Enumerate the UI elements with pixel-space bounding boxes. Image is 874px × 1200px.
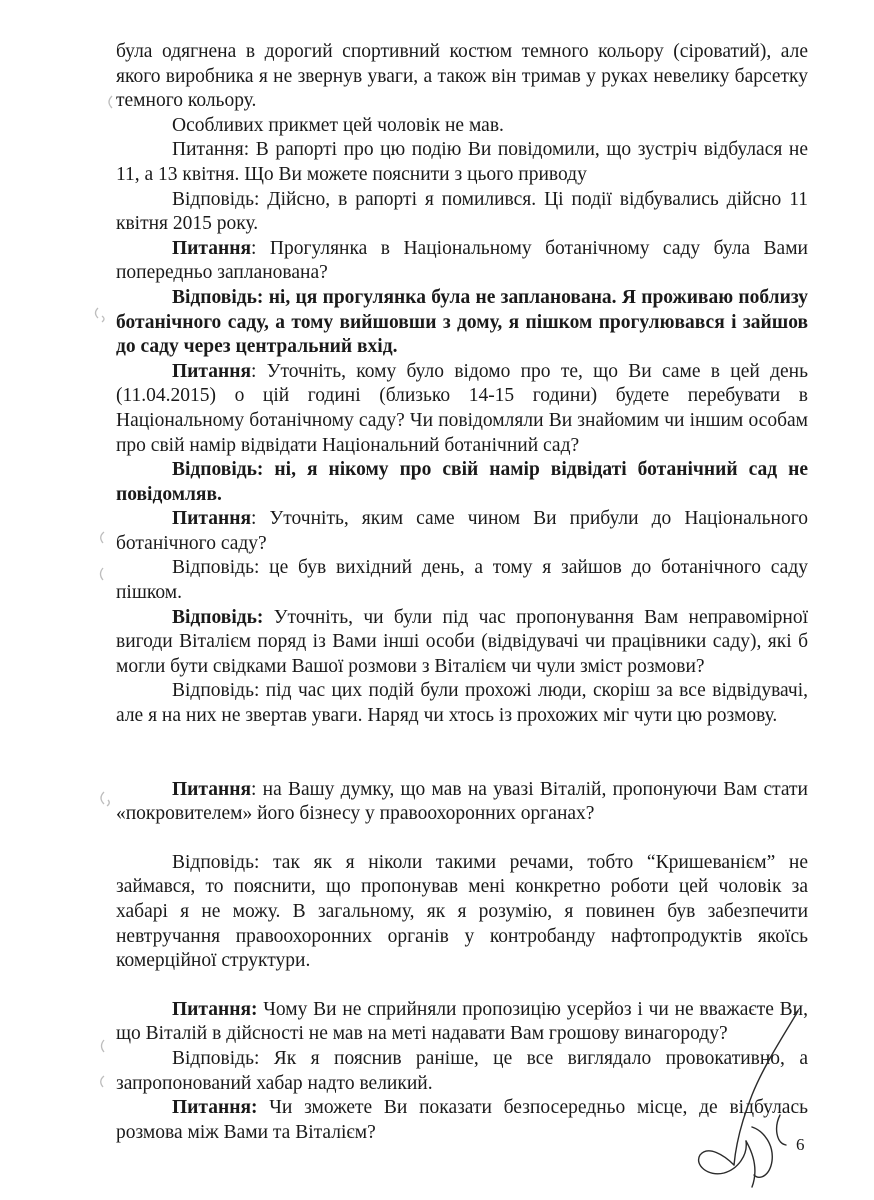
paragraph bbox=[116, 507, 808, 556]
paragraph: Відповідь: так як я ніколи такими речами, тобто “Кришеванієм” не займався, то пояснити, що пропонував мені конкретно роботи цей чоловік за хабарі я не можу. В загальному, як я розумію, я повинен був забезпечити невтручання правоохоронних органів у контробанду нафтопродуктів якоїсь комерційної структури. bbox=[116, 851, 808, 972]
blank-space bbox=[116, 827, 808, 851]
paragraph bbox=[116, 606, 808, 680]
paragraph: Відповідь: ні, я нікому про свій намір відвідаті ботанічний сад не повідомляв. bbox=[116, 459, 808, 505]
question-label: Питання bbox=[172, 778, 251, 800]
paragraph bbox=[116, 237, 808, 286]
paragraph: Особливих прикмет цей чоловік не мав. bbox=[172, 114, 504, 136]
paragraph-text: : Уточніть, кому було відомо про те, що Ви саме в цей день (11.04.2015) о цій годині (близько 14-15 години) будете перебувати в Національному ботанічному саду? Чи повідомляли Ви знайомим чи іншим особам про свій намір відвідати Національний ботанічний сад? bbox=[116, 360, 808, 456]
paragraph: Відповідь: ні, ця прогулянка була не запланована. Я проживаю поблизу ботанічного саду, а тому вийшовши з дому, я пішком прогулювався і зайшов до саду через центральний вхід. bbox=[116, 286, 808, 358]
question-label: Питання bbox=[172, 360, 251, 382]
question-label: Питання bbox=[172, 237, 251, 259]
paragraph: Питання: В рапорті про цю подію Ви повідомили, що зустріч відбулася не 11, а 13 квітня. Що Ви можете пояснити з цього приводу bbox=[116, 139, 808, 185]
signature bbox=[694, 1005, 804, 1195]
blank-space bbox=[116, 974, 808, 998]
paragraph-text: : Уточніть, яким саме чином Ви прибули до Національного ботанічного саду? bbox=[116, 508, 808, 554]
question-label: Питання: bbox=[172, 1097, 258, 1119]
paragraph: Відповідь: під час цих подій були прохожі люди, скоріш за все відвідувачі, але я на них не звертав уваги. Наряд чи хтось із прохожих міг чути цю розмову. bbox=[116, 680, 808, 727]
paragraph-text: : на Вашу думку, що мав на увазі Віталій, пропонуючи Вам стати «покровителем» його бізнесу у правоохоронних органах? bbox=[116, 778, 808, 825]
document-body bbox=[116, 40, 808, 1145]
answer-label: Відповідь: bbox=[172, 606, 264, 628]
blank-space bbox=[116, 729, 808, 778]
paragraph: Відповідь: Дійсно, в рапорті я помилився. Ці події відбувались дійсно 11 квітня 2015 року. bbox=[116, 188, 808, 235]
question-label: Питання: bbox=[172, 998, 258, 1020]
scan-marks bbox=[0, 0, 160, 1200]
paragraph: Відповідь: Як я пояснив раніше, це все виглядало провокативно, а запропонований хабар надто великий. bbox=[116, 1047, 808, 1094]
paragraph-text: Чи зможете Ви показати безпосередньо місце, де відбулась розмова між Вами та Віталієм? bbox=[116, 1097, 808, 1143]
paragraph-text: : Прогулянка в Національному ботанічному саду була Вами попередньо запланована? bbox=[116, 237, 808, 284]
question-label: Питання bbox=[172, 508, 251, 530]
paragraph-text: Уточніть, чи були під час пропонування Вам неправомірної вигоди Віталієм поряд із Вами інші особи (відвідувачі чи працівники саду), які б могли бути свідками Вашої розмови з Віталієм чи чули зміст розмови? bbox=[116, 606, 808, 677]
page-number: 6 bbox=[796, 1135, 805, 1154]
paragraph bbox=[116, 778, 808, 827]
paragraph: була одягнена в дорогий спортивний костюм темного кольору (сіроватий), але якого виробника я не звернув уваги, а також він тримав у руках невелику барсетку темного кольору. bbox=[116, 41, 808, 112]
paragraph bbox=[116, 360, 808, 458]
paragraph: Відповідь: це був вихідний день, а тому я зайшов до ботанічного саду пішком. bbox=[116, 557, 808, 604]
paragraph-text: Чому Ви не сприйняли пропозицію усерйоз і чи не вважаєте Ви, що Віталій в дійсності не мав на меті надавати Вам грошову винагороду? bbox=[116, 998, 808, 1045]
